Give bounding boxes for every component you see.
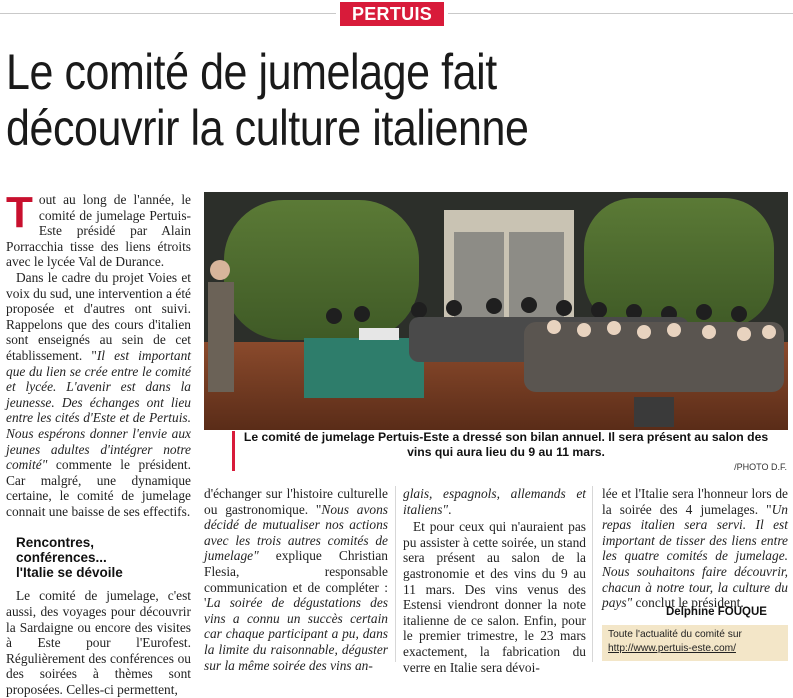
header-rule-left [0, 13, 336, 14]
paragraph [602, 486, 788, 611]
headline-line-1: Le comité de jumelage fait [6, 44, 497, 100]
article-column-3 [403, 486, 586, 675]
column-separator [395, 486, 396, 662]
section-label: PERTUIS [340, 2, 444, 26]
paragraph-text: explique Christian Flesia, responsable communication et de compléter : ' [204, 548, 388, 611]
drop-cap: T [6, 188, 33, 237]
promo-box [602, 625, 788, 661]
lead-paragraph [6, 188, 191, 270]
paragraph [403, 519, 586, 675]
lead-text: out au long de l'année, le comité de jumelage Pertuis-Este présidé par Alain Porracchia tisse des liens étroits avec le lycée Val de Durance. [6, 192, 191, 270]
paragraph-text: Et pour ceux qui n'auraient pas pu assister à cette soirée, un stand sera présent au salon de la gastronomie et des vins du 9 au 11 mars. Des vins venus des Estensi viendront donner la note italienne de ce salon. Enfin, pour le premier trimestre, le 23 mars exactement, la fabrication du verre en Italie sera dévoi- [403, 519, 586, 675]
subheading [6, 535, 191, 580]
paragraph [6, 270, 191, 520]
paragraph [6, 588, 191, 697]
column-separator [592, 486, 593, 662]
paragraph [204, 486, 388, 673]
subheading-line: Rencontres, [16, 535, 95, 551]
author-byline: Delphine FOUQUE [666, 606, 767, 618]
quote-text: La soirée de dégustations des vins a connu un succès certain car chaque participant a pu, dans la limite du raisonnable, déguster sur la même soirée des vins an- [204, 595, 388, 673]
paragraph-text: commente le président. Car malgré, une dynamique certaine, le comité de jumelage connait une baisse de ses effectifs. [6, 457, 191, 519]
quote-text: glais, espagnols, allemands et italiens" [403, 486, 586, 517]
quote-text: Nous avons décidé de mutualiser nos actions avec les trois autres comités de jumelage" [204, 501, 388, 564]
paragraph-text: . [448, 501, 452, 517]
header-rule-right [448, 13, 793, 14]
subheading-line: l'Italie se dévoile [16, 565, 123, 581]
headline [6, 44, 681, 156]
paragraph-text: lée et l'Italie sera l'honneur lors de la soirée des 4 jumelages. " [602, 486, 788, 517]
subheading-line: conférences... [16, 550, 107, 566]
paragraph-text: Le comité de jumelage, c'est aussi, des voyages pour découvrir la Sardaigne ou encore des visites à Este pour l'Eurofest. Régulièrement des conférences ou des soirées à thèmes sont proposées. Celles-ci permettent, [6, 588, 191, 698]
paragraph-text: d'échanger sur l'histoire culturelle ou gastronomique. " [204, 486, 388, 517]
article-column-2 [204, 486, 388, 673]
paragraph-text: Dans le cadre du projet Voies et voix du sud, une intervention a été proposée et d'autres ont suivi. Rappelons que des cours d'italien sont enseignés au sein de cet établissement. " [6, 269, 191, 363]
paragraph [403, 486, 586, 517]
caption-accent-bar [232, 431, 235, 471]
photo-credit: /PHOTO D.F. [734, 462, 787, 472]
headline-line-2: découvrir la culture italienne [6, 100, 529, 156]
quote-text: Un repas italien sera servi. Il est important de tisser des liens entre les quatre comités de jumelage. Nous souhaitons faire découvrir, chacun à notre tour, la culture du pays" [602, 501, 788, 611]
event-photo [204, 192, 788, 430]
audience-photo-illustration [204, 192, 788, 430]
article-column-4 [602, 486, 788, 611]
photo-caption: Le comité de jumelage Pertuis-Este a dressé son bilan annuel. Il sera présent au salon des vins qui aura lieu du 9 au 11 mars. [243, 430, 769, 459]
paragraph-text: conclut le président. [632, 595, 744, 611]
article-column-1 [6, 188, 192, 698]
promo-text: Toute l'actualité du comité sur [608, 629, 742, 640]
quote-text: Il est important que du lien se crée entre le comité et lycée. L'avenir est dans la jeunesse. Des échanges ont lieu entre les cités d'Este et de Pertuis. Nous espérons donner l'envie aux jeunes adultes d'intégrer notre comité" [6, 347, 192, 473]
website-link[interactable]: http://www.pertuis-este.com/ [608, 643, 736, 654]
